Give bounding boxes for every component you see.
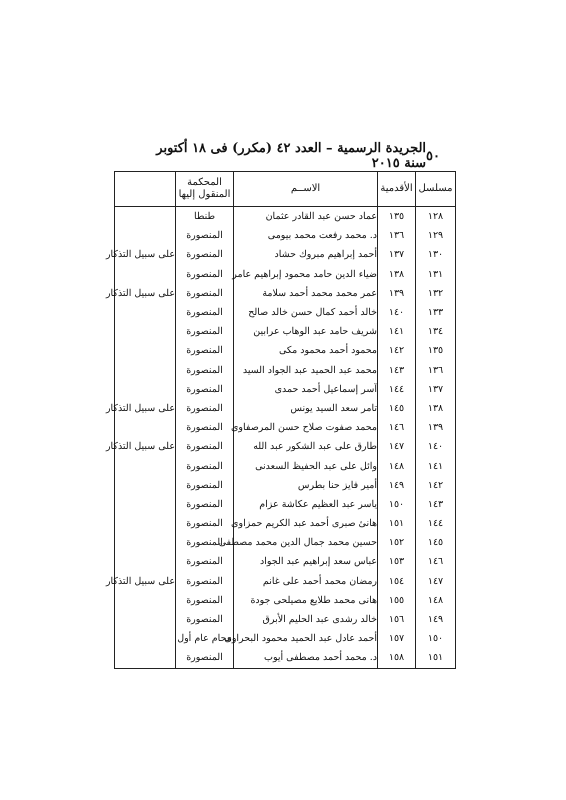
col-serial-header: مسلسل (416, 172, 456, 207)
name-cell: محمد عبد الحميد عبد الجواد السيد (234, 361, 378, 380)
name-cell: شريف حامد عبد الوهاب عرابين (234, 322, 378, 341)
gazette-title: الجريدة الرسمية – العدد ٤٢ (مكرر) فى ١٨ أكتوبر سنة ٢٠١٥ (156, 141, 427, 171)
name-cell: عباس سعد إبراهيم عبد الجواد (234, 552, 378, 571)
court-cell: المنصورة (176, 648, 234, 668)
note-cell (115, 610, 176, 629)
page-header (150, 141, 440, 171)
table-header-row (115, 172, 456, 207)
serial-cell: ١٣١ (416, 265, 456, 284)
seniority-cell: ١٤٥ (378, 399, 416, 418)
seniority-cell: ١٣٩ (378, 284, 416, 303)
name-cell: خالد رشدى عبد الحليم الأبرق (234, 610, 378, 629)
name-cell: أمير فايز حنا بطرس (234, 476, 378, 495)
court-cell: المنصورة (176, 456, 234, 475)
table-row (115, 265, 456, 284)
note-cell (115, 207, 176, 227)
court-cell: المنصورة (176, 361, 234, 380)
seniority-cell: ١٥٣ (378, 552, 416, 571)
table-row (115, 399, 456, 418)
note-cell (115, 629, 176, 648)
court-cell: المنصورة (176, 399, 234, 418)
name-cell: هانئ صبرى أحمد عبد الكريم حمزاوى (234, 514, 378, 533)
note-cell (115, 380, 176, 399)
serial-cell: ١٣٢ (416, 284, 456, 303)
name-cell: رمضان محمد أحمد على غانم (234, 572, 378, 591)
table-row (115, 572, 456, 591)
name-cell: وائل على عبد الحفيظ السعدنى (234, 456, 378, 475)
name-cell: محمود أحمد محمود مكى (234, 341, 378, 360)
table-row (115, 495, 456, 514)
name-cell: خالد أحمد كمال حسن خالد صالح (234, 303, 378, 322)
name-cell: ضياء الدين حامد محمود إبراهيم عامر (234, 265, 378, 284)
table-row (115, 284, 456, 303)
note-cell (115, 303, 176, 322)
serial-cell: ١٣٦ (416, 361, 456, 380)
table-row (115, 514, 456, 533)
serial-cell: ١٤٩ (416, 610, 456, 629)
court-cell: المنصورة (176, 303, 234, 322)
table-row (115, 361, 456, 380)
serial-cell: ١٣٣ (416, 303, 456, 322)
note-cell (115, 552, 176, 571)
seniority-cell: ١٤٦ (378, 418, 416, 437)
name-cell: أحمد إبراهيم مبروك حشاد (234, 245, 378, 264)
name-cell: عمر محمد محمد أحمد سلامة (234, 284, 378, 303)
court-cell: المنصورة (176, 437, 234, 456)
table-row (115, 303, 456, 322)
serial-cell: ١٤٥ (416, 533, 456, 552)
col-name-header: الاســم (234, 172, 378, 207)
name-cell: عماد حسن عبد القادر عثمان (234, 207, 378, 227)
table-row (115, 245, 456, 264)
note-cell (115, 361, 176, 380)
court-cell: المنصورة (176, 591, 234, 610)
note-cell (115, 514, 176, 533)
name-cell: طارق على عبد الشكور عبد الله (234, 437, 378, 456)
serial-cell: ١٤٠ (416, 437, 456, 456)
name-cell: آسر إسماعيل أحمد حمدى (234, 380, 378, 399)
seniority-cell: ١٥١ (378, 514, 416, 533)
note-cell (115, 476, 176, 495)
seniority-cell: ١٣٥ (378, 207, 416, 227)
note-cell (115, 322, 176, 341)
note-cell (115, 418, 176, 437)
court-cell: المنصورة (176, 265, 234, 284)
table-row (115, 207, 456, 227)
table-row (115, 591, 456, 610)
note-cell: على سبيل التذكار (115, 399, 176, 418)
serial-cell: ١٥١ (416, 648, 456, 668)
name-cell: حسين محمد جمال الدين محمد مصطفى (234, 533, 378, 552)
seniority-cell: ١٤٩ (378, 476, 416, 495)
table-row (115, 629, 456, 648)
serial-cell: ١٤١ (416, 456, 456, 475)
court-cell: المنصورة (176, 341, 234, 360)
col-court-header: المحكمة المنقول إليها (176, 172, 234, 207)
note-cell (115, 495, 176, 514)
note-cell (115, 341, 176, 360)
name-cell: ياسر عبد العظيم عكاشة عزام (234, 495, 378, 514)
table-row (115, 610, 456, 629)
seniority-cell: ١٤٠ (378, 303, 416, 322)
court-cell: المنصورة (176, 610, 234, 629)
seniority-cell: ١٥٤ (378, 572, 416, 591)
name-cell: د. محمد أحمد مصطفى أيوب (234, 648, 378, 668)
table-row (115, 533, 456, 552)
table-row (115, 552, 456, 571)
court-cell: المنصورة (176, 380, 234, 399)
serial-cell: ١٤٨ (416, 591, 456, 610)
note-cell (115, 591, 176, 610)
note-cell: على سبيل التذكار (115, 245, 176, 264)
note-cell: على سبيل التذكار (115, 437, 176, 456)
court-cell: طنطا (176, 207, 234, 227)
table-row (115, 322, 456, 341)
transfers-table (105, 171, 456, 669)
table-row (115, 380, 456, 399)
court-cell: المنصورة (176, 245, 234, 264)
court-cell: المنصورة (176, 284, 234, 303)
serial-cell: ١٢٩ (416, 226, 456, 245)
serial-cell: ١٣٠ (416, 245, 456, 264)
serial-cell: ١٤٤ (416, 514, 456, 533)
serial-cell: ١٣٨ (416, 399, 456, 418)
note-cell: على سبيل التذكار (115, 572, 176, 591)
seniority-cell: ١٥٨ (378, 648, 416, 668)
table-row (115, 437, 456, 456)
court-cell: المنصورة (176, 533, 234, 552)
name-cell: تامر سعد السيد يونس (234, 399, 378, 418)
table-row (115, 476, 456, 495)
court-cell: المنصورة (176, 572, 234, 591)
table-row (115, 456, 456, 475)
court-cell: محام عام أول (176, 629, 234, 648)
name-cell: هانى محمد طلايع مصيلحى جودة (234, 591, 378, 610)
note-cell: على سبيل التذكار (115, 284, 176, 303)
serial-cell: ١٣٥ (416, 341, 456, 360)
table-row (115, 226, 456, 245)
seniority-cell: ١٤٣ (378, 361, 416, 380)
name-cell: أحمد عادل عبد الحميد محمود البحراوى (234, 629, 378, 648)
serial-cell: ١٤٣ (416, 495, 456, 514)
seniority-cell: ١٣٦ (378, 226, 416, 245)
table-body (105, 207, 456, 669)
note-cell (115, 226, 176, 245)
seniority-cell: ١٥٦ (378, 610, 416, 629)
serial-cell: ١٣٤ (416, 322, 456, 341)
serial-cell: ١٣٧ (416, 380, 456, 399)
court-cell: المنصورة (176, 552, 234, 571)
court-cell: المنصورة (176, 226, 234, 245)
court-cell: المنصورة (176, 418, 234, 437)
note-cell (115, 456, 176, 475)
name-cell: محمد صفوت صلاح حسن المرصفاوى (234, 418, 378, 437)
seniority-cell: ١٥٠ (378, 495, 416, 514)
seniority-cell: ١٤٧ (378, 437, 416, 456)
serial-cell: ١٤٢ (416, 476, 456, 495)
serial-cell: ١٥٠ (416, 629, 456, 648)
seniority-cell: ١٤١ (378, 322, 416, 341)
seniority-cell: ١٣٨ (378, 265, 416, 284)
seniority-cell: ١٤٤ (378, 380, 416, 399)
court-cell: المنصورة (176, 495, 234, 514)
table-row (115, 418, 456, 437)
col-notes-header (115, 172, 176, 207)
seniority-cell: ١٥٥ (378, 591, 416, 610)
seniority-cell: ١٤٨ (378, 456, 416, 475)
seniority-cell: ١٤٢ (378, 341, 416, 360)
court-cell: المنصورة (176, 514, 234, 533)
serial-cell: ١٤٦ (416, 552, 456, 571)
page-number: ٥٠ (426, 148, 440, 164)
note-cell (115, 533, 176, 552)
serial-cell: ١٤٧ (416, 572, 456, 591)
court-cell: المنصورة (176, 322, 234, 341)
note-cell (115, 648, 176, 668)
note-cell (115, 265, 176, 284)
court-cell: المنصورة (176, 476, 234, 495)
name-cell: د. محمد رفعت محمد بيومى (234, 226, 378, 245)
serial-cell: ١٣٩ (416, 418, 456, 437)
seniority-cell: ١٥٧ (378, 629, 416, 648)
seniority-cell: ١٥٢ (378, 533, 416, 552)
table-row (115, 648, 456, 668)
table-row (115, 341, 456, 360)
serial-cell: ١٢٨ (416, 207, 456, 227)
col-seniority-header: الأقدمية (378, 172, 416, 207)
seniority-cell: ١٣٧ (378, 245, 416, 264)
